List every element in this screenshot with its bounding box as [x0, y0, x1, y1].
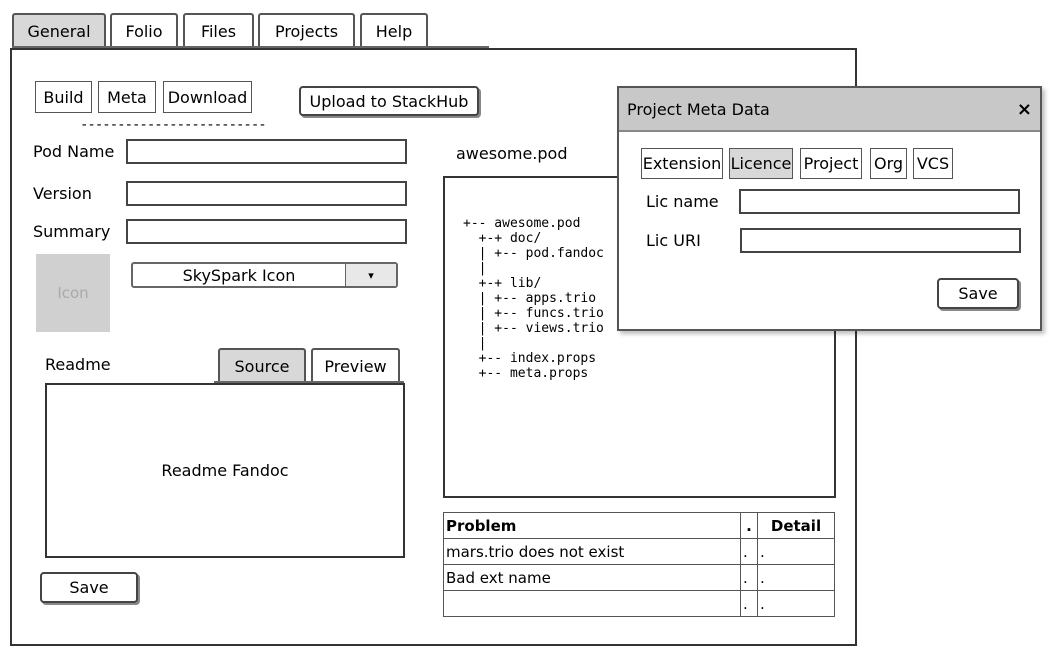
tab-label: Files	[200, 21, 237, 41]
icon-placeholder[interactable]	[36, 254, 110, 332]
save-label: Save	[69, 578, 109, 597]
detail-cell: .	[758, 591, 835, 617]
meta-button[interactable]	[98, 81, 156, 113]
tab-label: VCS	[916, 154, 950, 173]
tab-label: General	[27, 21, 91, 41]
detail-cell: .	[758, 565, 835, 591]
build-label: Build	[43, 87, 84, 107]
dialog-save-label: Save	[958, 284, 998, 303]
lic-name-field[interactable]	[739, 189, 1020, 214]
dialog-tab-vcs[interactable]	[913, 148, 953, 179]
version-field[interactable]	[126, 181, 407, 206]
file-tree-line[interactable]: | +-- funcs.trio	[463, 306, 604, 321]
summary-field[interactable]	[126, 219, 407, 244]
table-row[interactable]	[444, 539, 835, 565]
header-dot[interactable]: .	[741, 513, 758, 539]
tab-label: Projects	[274, 21, 339, 41]
table-row[interactable]	[444, 565, 835, 591]
readme-editor[interactable]	[45, 383, 405, 558]
table-header-row	[444, 513, 835, 539]
tab-label: Folio	[125, 21, 163, 41]
tab-projects[interactable]	[258, 13, 355, 47]
dialog-tab-licence[interactable]	[729, 148, 793, 179]
tab-label: Source	[234, 356, 290, 376]
dialog-title: Project Meta Data	[627, 99, 770, 119]
file-tree-line[interactable]: |	[463, 336, 487, 351]
file-tree-line[interactable]: +-- meta.props	[463, 366, 589, 381]
file-tree-line[interactable]: +-- index.props	[463, 351, 597, 366]
tab-label: Preview	[324, 356, 387, 376]
tab-label: Org	[873, 154, 904, 173]
pod-name-label: Pod Name	[33, 142, 115, 161]
problem-cell	[444, 591, 741, 617]
dialog-tab-project[interactable]	[800, 148, 862, 179]
tab-label: Help	[375, 21, 413, 41]
icon-select[interactable]	[131, 262, 398, 288]
version-label: Version	[33, 184, 92, 203]
tab-label: Licence	[730, 154, 792, 173]
dot-cell: .	[741, 565, 758, 591]
dialog-save-button[interactable]	[937, 278, 1019, 309]
dot-cell: .	[741, 539, 758, 565]
problem-cell: mars.trio does not exist	[444, 539, 741, 565]
summary-label: Summary	[33, 222, 111, 241]
readme-label: Readme	[45, 355, 111, 374]
dialog-tab-org[interactable]	[870, 148, 907, 179]
file-tree	[463, 216, 604, 381]
tab-folio[interactable]	[110, 13, 178, 47]
lic-uri-field[interactable]	[740, 228, 1021, 253]
file-tree-line[interactable]: +-- awesome.pod	[463, 216, 581, 231]
toolbar-separator: -------------------------	[80, 117, 266, 133]
tab-help[interactable]	[360, 13, 428, 47]
tab-label: Extension	[642, 154, 722, 173]
lic-name-label: Lic name	[646, 192, 719, 211]
tab-label: Project	[803, 154, 859, 173]
tab-files[interactable]	[183, 13, 254, 47]
pod-name-field[interactable]	[126, 139, 407, 164]
problem-cell: Bad ext name	[444, 565, 741, 591]
upload-label: Upload to StackHub	[309, 91, 469, 111]
file-tree-line[interactable]: | +-- pod.fandoc	[463, 246, 604, 261]
build-button[interactable]	[35, 81, 92, 113]
header-detail[interactable]: Detail	[758, 513, 835, 539]
detail-cell: .	[758, 539, 835, 565]
file-tree-line[interactable]: |	[463, 261, 487, 276]
tab-source[interactable]	[218, 348, 306, 382]
file-tree-line[interactable]: +-+ lib/	[463, 276, 542, 291]
save-button[interactable]	[40, 572, 138, 603]
file-tree-title: awesome.pod	[456, 144, 568, 163]
meta-label: Meta	[107, 87, 147, 107]
lic-uri-label: Lic URI	[646, 231, 701, 250]
table-row[interactable]	[444, 591, 835, 617]
dialog-titlebar[interactable]	[619, 88, 1040, 132]
readme-content: Readme Fandoc	[161, 461, 289, 480]
chevron-down-icon[interactable]: ▾	[346, 264, 396, 286]
tab-preview[interactable]	[311, 348, 400, 382]
dot-cell: .	[741, 591, 758, 617]
header-problem[interactable]: Problem	[444, 513, 741, 539]
download-button[interactable]	[163, 81, 252, 113]
file-tree-line[interactable]: | +-- apps.trio	[463, 291, 597, 306]
problems-table	[443, 512, 835, 617]
close-icon[interactable]: ×	[1016, 98, 1032, 120]
icon-select-value: SkySpark Icon	[133, 264, 346, 286]
file-tree-line[interactable]: | +-- views.trio	[463, 321, 604, 336]
upload-stackhub-button[interactable]	[299, 86, 479, 116]
download-label: Download	[167, 87, 248, 107]
file-tree-line[interactable]: +-+ doc/	[463, 231, 542, 246]
dialog-tab-extension[interactable]	[641, 148, 723, 179]
icon-placeholder-label: Icon	[57, 284, 89, 302]
tab-general[interactable]	[12, 13, 106, 47]
